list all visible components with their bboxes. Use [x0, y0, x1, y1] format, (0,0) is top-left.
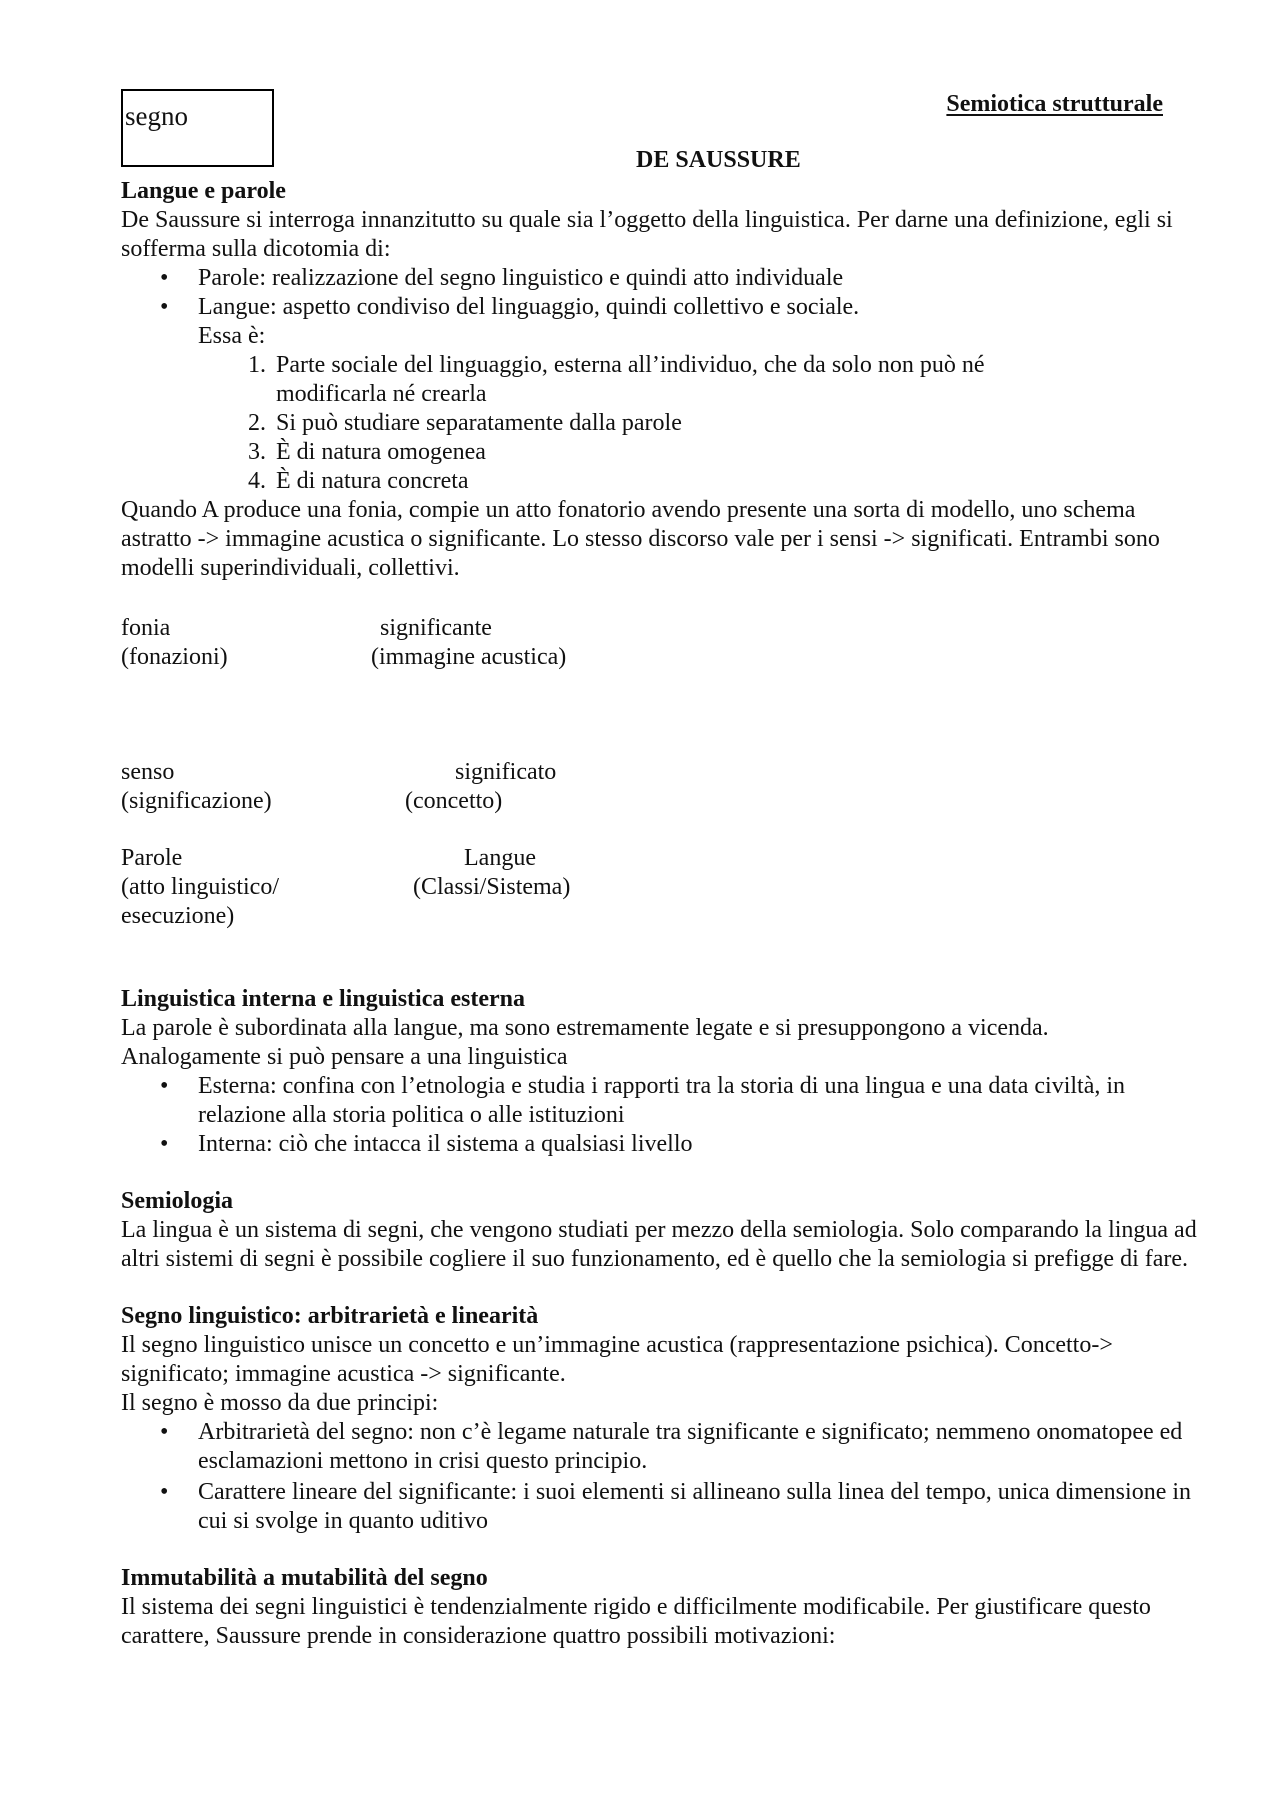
list-text: Parte sociale del linguaggio, esterna all’individuo, che da solo non può né modificarla né crearla	[276, 352, 985, 407]
diagram-significato: significato	[455, 759, 557, 785]
bullet-list	[121, 1418, 1211, 1536]
list-text: È di natura concreta	[276, 468, 469, 494]
diagram-classi-sistema: (Classi/Sistema)	[413, 874, 571, 900]
bullet-list	[121, 264, 1211, 322]
section-langue-parole	[121, 177, 1211, 583]
paragraph: Il sistema dei segni linguistici è tendenzialmente rigido e difficilmente modificabile. Per giustificare questo carattere, Saussure prende in considerazione quattro possibili motivazioni:	[121, 1594, 1151, 1649]
bullet-list	[121, 1072, 1211, 1159]
section-heading: Immutabilità a mutabilità del segno	[121, 1565, 488, 1591]
list-item: • Arbitrarietà del segno: non c’è legame naturale tra significante e significato; nemmeno onomatopee ed esclamazioni mettono in crisi questo principio.	[198, 1418, 1211, 1476]
paragraph: La parole è subordinata alla langue, ma sono estremamente legate e si presuppongono a vicenda. Analogamente si può pensare a una linguistica	[121, 1015, 1049, 1070]
document-subtitle: DE SAUSSURE	[636, 147, 801, 173]
paragraph: Quando A produce una fonia, compie un atto fonatorio avendo presente una sorta di modello, uno schema astratto -> immagine acustica o significante. Lo stesso discorso vale per i sensi -> significati. Entrambi sono modelli superindividuali, collettivi.	[121, 497, 1160, 581]
segno-label: segno	[125, 101, 188, 131]
sub-intro: Essa è:	[198, 323, 266, 349]
diagram-significazione: (significazione)	[121, 788, 272, 814]
diagram-parole: Parole	[121, 845, 183, 871]
list-number: 3.	[248, 439, 266, 465]
diagram-fonia: fonia	[121, 615, 171, 641]
diagram-senso: senso	[121, 759, 175, 785]
list-text: Si può studiare separatamente dalla parole	[276, 410, 682, 436]
diagram-esecuzione: esecuzione)	[121, 903, 235, 929]
diagram-significante: significante	[380, 615, 492, 641]
list-number: 4.	[248, 468, 266, 494]
document-body	[121, 177, 1211, 1651]
paragraph: De Saussure si interroga innanzitutto su quale sia l’oggetto della linguistica. Per darne una definizione, egli si sofferma sulla dicotomia di:	[121, 207, 1173, 262]
list-item: • Parole: realizzazione del segno linguistico e quindi atto individuale	[198, 264, 1211, 293]
diagram-immagine-acustica: (immagine acustica)	[371, 644, 567, 670]
document-title: Semiotica strutturale	[946, 91, 1163, 117]
list-item	[248, 467, 1211, 496]
paragraph: Il segno è mosso da due principi:	[121, 1390, 439, 1416]
diagram-langue: Langue	[464, 845, 536, 871]
paragraph: Il segno linguistico unisce un concetto e un’immagine acustica (rappresentazione psichica). Concetto-> significato; immagine acustica -> significante.	[121, 1332, 1113, 1387]
paragraph: La lingua è un sistema di segni, che vengono studiati per mezzo della semiologia. Solo comparando la lingua ad altri sistemi di segni è possibile cogliere il suo funzionamento, ed è quello che la semiologia si prefigge di fare.	[121, 1217, 1197, 1272]
list-item: • Langue: aspetto condiviso del linguaggio, quindi collettivo e sociale.	[198, 293, 1211, 322]
segno-label-box	[121, 89, 274, 167]
numbered-list	[121, 351, 1211, 496]
list-item	[248, 438, 1211, 467]
list-item	[248, 351, 1056, 409]
list-number: 2.	[248, 410, 266, 436]
list-item: • Carattere lineare del significante: i suoi elementi si allineano sulla linea del tempo, unica dimensione in cui si svolge in quanto uditivo	[198, 1478, 1211, 1536]
list-text: È di natura omogenea	[276, 439, 486, 465]
diagram-concetto: (concetto)	[405, 788, 503, 814]
list-item: • Esterna: confina con l’etnologia e studia i rapporti tra la storia di una lingua e una data civiltà, in relazione alla storia politica o alle istituzioni	[198, 1072, 1211, 1130]
section-immutabilita	[121, 1564, 1211, 1651]
section-linguistica	[121, 985, 1211, 1159]
list-item: • Interna: ciò che intacca il sistema a qualsiasi livello	[198, 1130, 1211, 1159]
section-heading: Langue e parole	[121, 178, 286, 204]
list-item	[248, 409, 1211, 438]
section-heading: Segno linguistico: arbitrarietà e linearità	[121, 1303, 539, 1329]
section-semiologia	[121, 1187, 1211, 1274]
section-heading: Semiologia	[121, 1188, 233, 1214]
concept-diagram	[121, 595, 1211, 985]
list-number: 1.	[248, 352, 266, 378]
diagram-atto-linguistico: (atto linguistico/	[121, 874, 279, 900]
section-heading: Linguistica interna e linguistica esterna	[121, 986, 525, 1012]
section-segno-linguistico	[121, 1302, 1211, 1536]
diagram-fonazioni: (fonazioni)	[121, 644, 228, 670]
